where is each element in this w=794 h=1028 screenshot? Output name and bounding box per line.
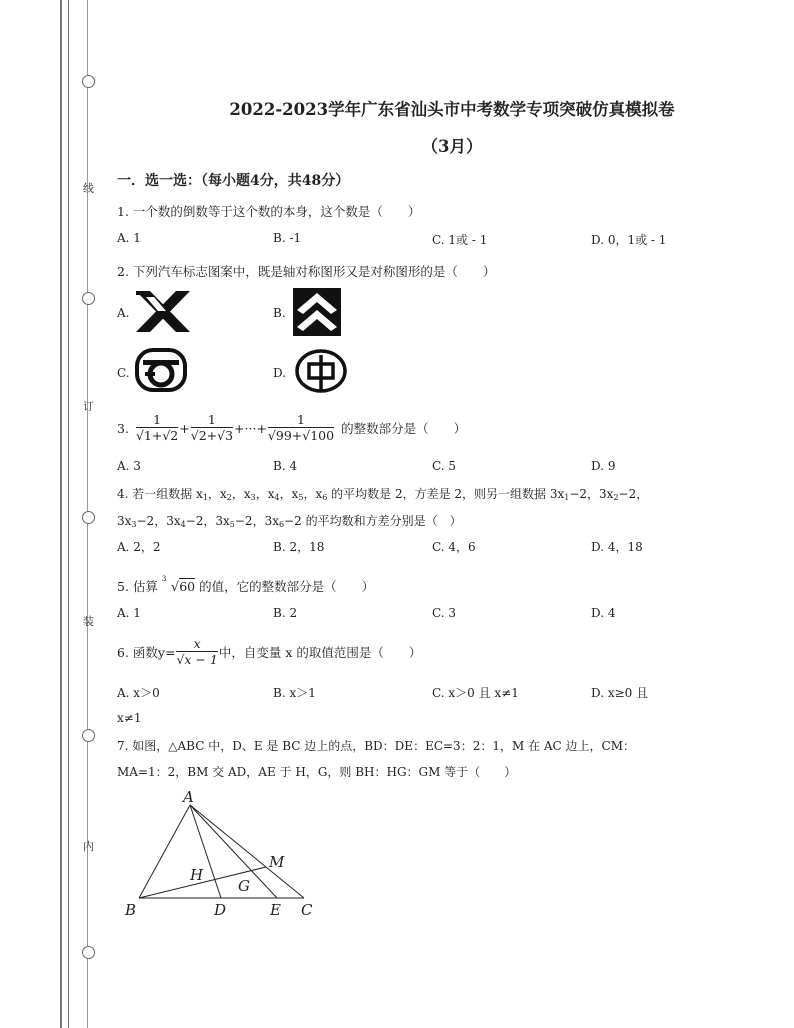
- q5-option-c: C. 3: [432, 606, 457, 620]
- q2-label-a: A.: [117, 306, 130, 320]
- margin-line-thin: [68, 0, 69, 1028]
- q5-option-b: B. 2: [273, 606, 298, 620]
- q4-text-b: 的平均数是 2，方差是 2，则另一组数据 3x: [327, 487, 565, 501]
- double-chevron-logo-icon: [293, 288, 341, 336]
- segment-ae: [190, 805, 277, 898]
- point-g-label: G: [238, 877, 250, 895]
- q4-option-b: B. 2，18: [273, 540, 325, 554]
- q3-option-b: B. 4: [273, 459, 298, 473]
- section-heading: 一．选一选：（每小题4分，共48分）: [117, 173, 350, 189]
- q5-cube-root: 3 √60: [161, 575, 196, 595]
- question-4-line-2: $3x_3-2$，$3x_4-2$，$3x_5-2$，$3x_6-2$ 的平均数和方差分别是（ ）: [117, 514, 462, 529]
- question-3: 3. $\frac{1}{√1+√2}$ + $\frac{1}{√2+√3}$ +···+ $\frac{1}{√99+√100}$ 的整数部分是（ ）: [117, 412, 467, 443]
- margin-char: 内: [83, 840, 94, 853]
- margin-line-thick: [60, 0, 62, 1028]
- ring-logo-icon: [135, 348, 187, 392]
- point-h-label: H: [190, 866, 204, 884]
- q3-option-c: C. 5: [432, 459, 457, 473]
- margin-char: 装: [83, 615, 94, 628]
- point-b-label: B: [125, 901, 137, 919]
- question-1: 1. 一个数的倒数等于这个数的本身，这个数是（ ）: [117, 204, 421, 219]
- page-title: 2022-2023学年广东省汕头市中考数学专项突破仿真模拟卷: [229, 100, 675, 119]
- q2-label-c: C.: [117, 366, 130, 380]
- q3-den-1: √1+√2: [135, 428, 179, 443]
- binding-margin: [0, 0, 100, 1028]
- q6-option-b: B. x＞1: [273, 686, 316, 700]
- binding-hole-icon: [82, 946, 95, 959]
- exam-page: [117, 0, 787, 1028]
- point-c-label: C: [301, 901, 313, 919]
- q3-option-d: D. 9: [591, 459, 616, 473]
- question-5: [117, 577, 374, 595]
- q6-option-a: A. x＞0: [117, 686, 160, 700]
- q3-num-1: 1: [136, 412, 178, 428]
- q3-num-2: 1: [191, 412, 233, 428]
- q3-fraction-2: [191, 412, 233, 444]
- q1-option-c: C. 1或 - 1: [432, 233, 488, 247]
- point-m-label: M: [269, 853, 285, 871]
- q3-num-3: 1: [268, 412, 334, 428]
- q4-option-a: A. 2，2: [117, 540, 161, 554]
- circle-cross-logo-icon: [294, 348, 348, 394]
- q4-text-c: 2 的平均数和方差分别是（ ）: [294, 514, 462, 528]
- binding-hole-icon: [82, 729, 95, 742]
- q3-fraction-3: [268, 412, 334, 444]
- q6-option-c: C. x＞0 且 x≠1: [432, 686, 519, 700]
- q3-ellipsis: +···+: [234, 420, 267, 436]
- q6-radicand: x − 1: [184, 652, 218, 667]
- q1-option-d: D. 0，1或 - 1: [591, 233, 667, 247]
- binding-hole-icon: [82, 75, 95, 88]
- x-logo-icon: [134, 289, 192, 334]
- question-2: 2. 下列汽车标志图案中，既是轴对称图形又是对称图形的是（ ）: [117, 264, 496, 279]
- q5-suffix: 的值，它的整数部分是（ ）: [199, 579, 375, 594]
- margin-char: 线: [83, 182, 94, 195]
- q1-option-b: B. -1: [273, 231, 302, 245]
- q5-option-a: A. 1: [117, 606, 141, 620]
- q6-denominator: √x − 1: [176, 652, 218, 667]
- q6-option-d-wrap: x≠1: [117, 711, 142, 725]
- q2-label-d: D.: [273, 366, 287, 380]
- q1-option-a: A. 1: [117, 231, 141, 245]
- binding-hole-icon: [82, 511, 95, 524]
- q5-radicand: 60: [179, 579, 196, 594]
- margin-char: 订: [83, 400, 94, 413]
- q3-den-2: √2+√3: [190, 428, 234, 443]
- page-subtitle: （3月）: [421, 137, 483, 156]
- q6-suffix: 中，自变量 x 的取值范围是（ ）: [218, 645, 422, 660]
- q3-suffix: 的整数部分是（ ）: [341, 421, 467, 436]
- point-a-label: A: [183, 788, 194, 806]
- q5-prefix: 5. 估算: [117, 579, 158, 594]
- point-d-label: D: [214, 901, 227, 919]
- binding-hole-icon: [82, 292, 95, 305]
- triangle-diagram: [117, 785, 337, 925]
- q6-option-d: D. x≥0 且: [591, 686, 649, 700]
- point-e-label: E: [270, 901, 281, 919]
- q6-fraction: [176, 636, 217, 668]
- question-7-line-1: 7. 如图，△ABC 中，D、E 是 BC 边上的点，BD：DE：EC=3：2：1，M 在 AC 边上，CM：: [117, 739, 636, 753]
- q2-label-b: B.: [273, 306, 286, 320]
- q4-option-d: D. 4，18: [591, 540, 643, 554]
- question-7-line-2: MA=1：2，BM 交 AD，AE 于 H，G，则 BH：HG：GM 等于（ ）: [117, 765, 517, 779]
- q4-text-a: 4. 若一组数据 x: [117, 487, 203, 501]
- q6-prefix: 6. 函数y=: [117, 645, 176, 660]
- question-4-line-1: 4. 若一组数据 $x_1$，$x_2$，$x_3$，$x_4$，$x_5$，$x_6$ 的平均数是 2，方差是 2，则另一组数据 $3x_1-2$，$3x_2-2$，: [117, 487, 649, 502]
- q4-option-c: C. 4，6: [432, 540, 476, 554]
- q3-fraction-1: [136, 412, 178, 444]
- q6-numerator: x: [176, 636, 217, 652]
- q3-den-3: √99+√100: [267, 428, 335, 443]
- question-6: [117, 632, 421, 672]
- edge-ab: [139, 805, 190, 898]
- q3-option-a: A. 3: [117, 459, 141, 473]
- q5-option-d: D. 4: [591, 606, 616, 620]
- q3-number: 3.: [117, 420, 129, 436]
